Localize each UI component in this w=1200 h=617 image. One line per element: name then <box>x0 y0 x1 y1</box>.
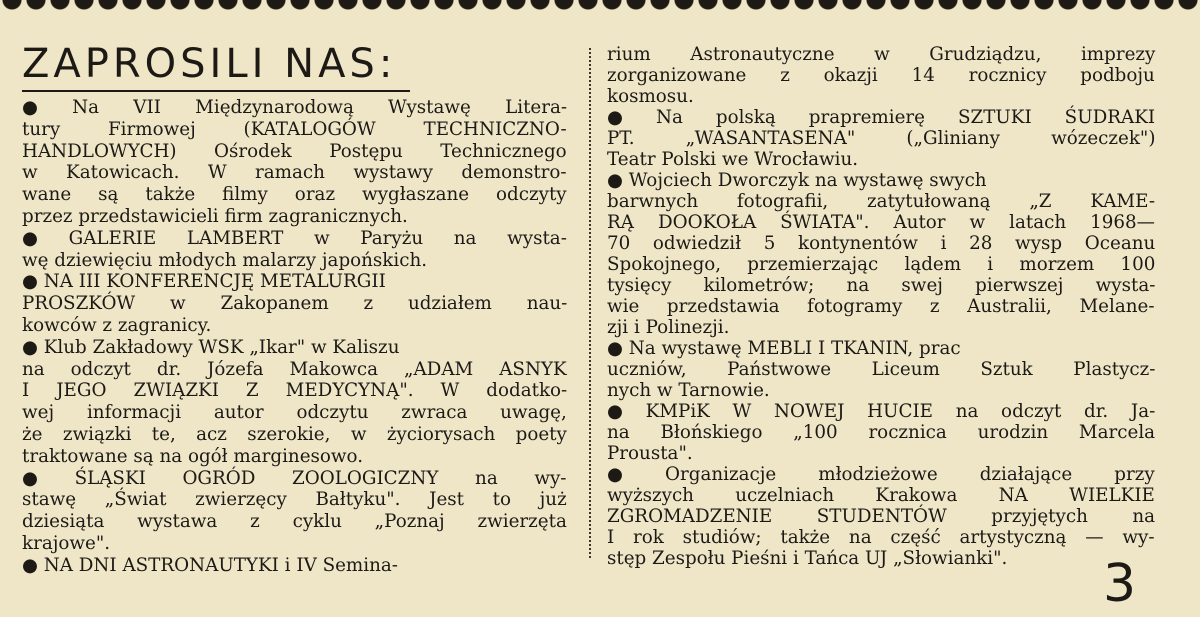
text-line: stawę „Świat zwierzęcy Bałtyku". Jest to już <box>22 489 567 511</box>
column-divider <box>589 48 591 558</box>
text-line: wyższych uczelniach Krakowa NA WIELKIE <box>607 485 1155 506</box>
page-number: 3 <box>1103 554 1137 614</box>
text-line: ● Na wystawę MEBLI I TKANIN, prac <box>607 338 961 359</box>
text-line: 70 odwiedził 5 kontynentów i 28 wysp Oceanu <box>607 233 1156 254</box>
page-title: ZAPROSILI NAS: <box>22 41 397 87</box>
text-line: ● Wojciech Dworczyk na wystawę swych <box>607 170 987 191</box>
text-line: Prousta". <box>607 443 693 464</box>
scalloped-top-border <box>0 0 1200 14</box>
text-line: na Błońskiego „100 rocznica urodzin Marcela <box>607 422 1156 443</box>
text-line: kowców z zagranicy. <box>22 315 212 336</box>
text-line: I JEGO ZWIĄZKI Z MEDYCYNĄ". W dodatko- <box>22 380 568 402</box>
text-line: ● ŚLĄSKI OGRÓD ZOOLOGICZNY na wy- <box>22 467 567 489</box>
text-line: przez przedstawicieli firm zagranicznych. <box>22 206 408 227</box>
title-underline <box>22 90 410 92</box>
text-line: zorganizowane z okazji 14 rocznicy podboju <box>607 65 1155 86</box>
text-line: stęp Zespołu Pieśni i Tańca UJ „Słowianki". <box>607 548 1008 569</box>
text-line: zji i Polinezji. <box>607 317 730 338</box>
text-line: ● NA III KONFERENCJĘ METALURGII <box>22 271 386 293</box>
text-line: ● KMPiK W NOWEJ HUCIE na odczyt dr. Ja- <box>607 401 1156 422</box>
text-line: PROSZKÓW w Zakopanem z udziałem nau- <box>22 293 568 315</box>
text-line: na odczyt dr. Józefa Makowca „ADAM ASNYK <box>22 358 567 380</box>
text-line: ZGROMADZENIE STUDENTÓW przyjętych na <box>607 506 1156 527</box>
text-line: nych w Tarnowie. <box>607 380 770 401</box>
text-line: tysięcy kilometrów; na swej pierwszej wysta- <box>607 275 1156 296</box>
text-line: PT. „WASANTASENA" („Gliniany wózeczek") <box>607 128 1156 149</box>
text-line: wej informacji autor odczytu zwraca uwagę, <box>22 402 567 424</box>
text-line: w Katowicach. W ramach wystawy demonstro- <box>22 162 567 184</box>
text-line: dziesiąta wystawa z cyklu „Poznaj zwierzęta <box>22 511 567 533</box>
text-line: HANDLOWYCH) Ośrodek Postępu Technicznego <box>22 140 567 162</box>
text-line: I rok studiów; także na część artystyczną — wy- <box>607 527 1155 548</box>
text-line: ● Na VII Międzynarodową Wystawę Litera- <box>22 97 568 118</box>
text-line: ● GALERIE LAMBERT w Paryżu na wysta- <box>22 227 567 249</box>
text-line: wie przedstawia fotogramy z Australii, Melane- <box>607 296 1155 317</box>
text-line: ● Klub Zakładowy WSK „Ikar" w Kaliszu <box>22 336 400 358</box>
text-line: krajowe". <box>22 533 111 554</box>
text-line: ● Organizacje młodzieżowe działające przy <box>607 464 1155 485</box>
text-line: ● Na polską prapremierę SZTUKI ŚUDRAKI <box>607 107 1156 128</box>
text-line: barwnych fotografii, zatytułowaną „Z KAME- <box>607 191 1156 212</box>
text-line: ● NA DNI ASTRONAUTYKI i IV Semina- <box>22 554 398 576</box>
text-line: Teatr Polski we Wrocławiu. <box>607 149 859 170</box>
text-line: uczniów, Państwowe Liceum Sztuk Plastycz- <box>607 359 1156 380</box>
text-line: RĄ DOOKOŁA ŚWIATA". Autor w latach 1968— <box>607 212 1155 233</box>
text-line: tury Firmowej (KATALOGÓW TECHNICZNO- <box>22 118 567 140</box>
text-line: kosmosu. <box>607 86 694 107</box>
text-line: wę dziewięciu młodych malarzy japońskich. <box>22 249 428 271</box>
text-line: rium Astronautyczne w Grudziądzu, imprezy <box>607 44 1156 65</box>
text-line: traktowane są na ogół marginesowo. <box>22 445 364 467</box>
text-line: Spokojnego, przemierzając lądem i morzem 100 <box>607 254 1156 275</box>
text-line: wane są także filmy oraz wygłaszane odczyty <box>22 184 567 206</box>
text-line: że związki te, acz szerokie, w życiorysach poety <box>22 424 567 445</box>
